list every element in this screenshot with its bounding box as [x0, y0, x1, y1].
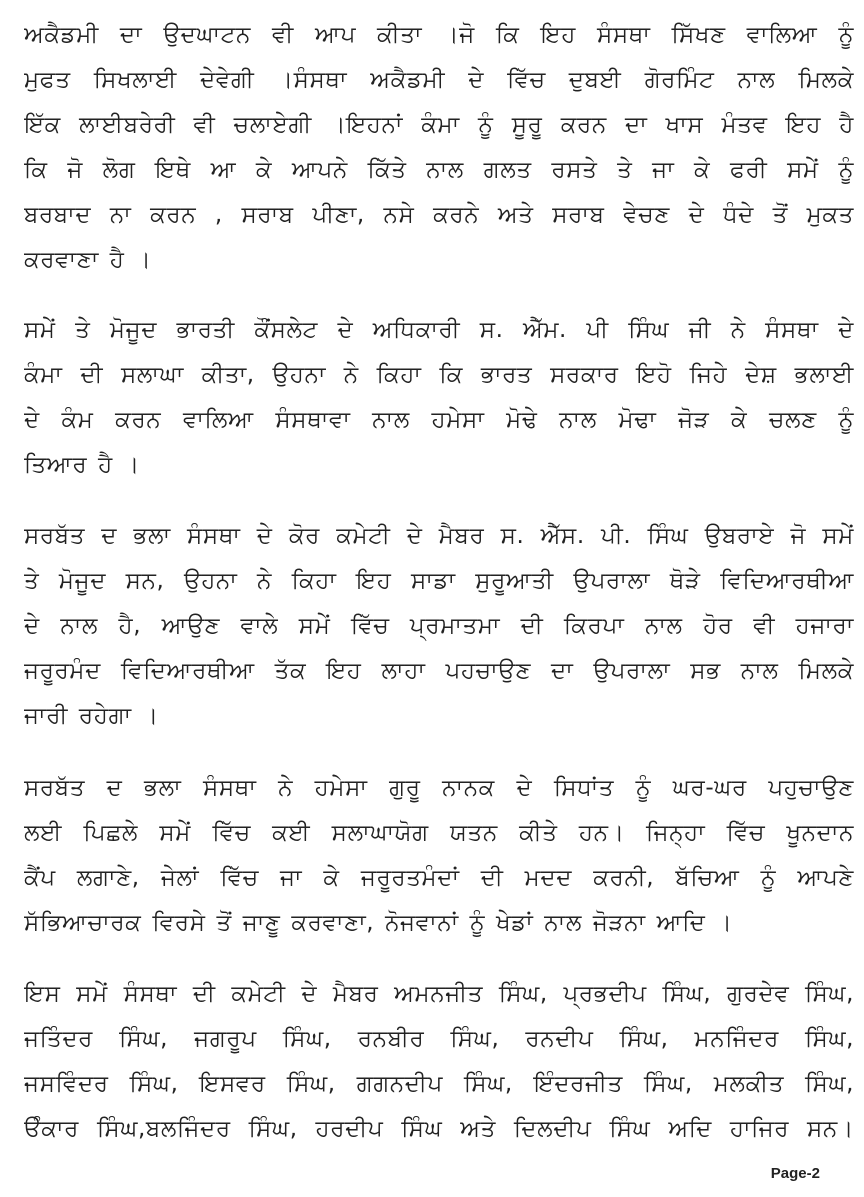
paragraph-consulate — [24, 309, 854, 489]
page-number: Page-2 — [770, 1165, 820, 1182]
text-line: ਜਾਰੀ ਰਹੇਗਾ । — [24, 703, 159, 729]
paragraph-academy — [24, 14, 854, 284]
paragraph-core-committee — [24, 515, 854, 740]
text-line: ਜਤਿੰਦਰ ਸਿੰਘ, ਜਗਰੂਪ ਸਿੰਘ, ਰਨਬੀਰ ਸਿੰਘ, ਰਨਦੀਪ ਸਿੰਘ, ਮਨਜਿੰਦਰ ਸਿੰਘ, — [24, 1026, 854, 1052]
text-line: ਜਰੂਰਮੰਦ ਵਿਦਿਆਰਥੀਆ ਤੱਕ ਇਹ ਲਾਹਾ ਪਹਚਾਉਣ ਦਾ ਉਪਰਾਲਾ ਸਭ ਨਾਲ ਮਿਲਕੇ — [24, 658, 854, 684]
text-line: ਜਸਵਿੰਦਰ ਸਿੰਘ, ਇਸਵਰ ਸਿੰਘ, ਗਗਨਦੀਪ ਸਿੰਘ, ਇੰਦਰਜੀਤ ਸਿੰਘ, ਮਲਕੀਤ ਸਿੰਘ, — [24, 1071, 854, 1097]
text-line: ਦੇ ਨਾਲ ਹੈ, ਆਉਣ ਵਾਲੇ ਸਮੇਂ ਵਿੱਚ ਪ੍ਰਮਾਤਮਾ ਦੀ ਕਿਰਪਾ ਨਾਲ ਹੋਰ ਵੀ ਹਜਾਰਾ — [24, 613, 854, 639]
paragraph-efforts — [24, 767, 854, 947]
text-line: ਸੱਭਿਆਚਾਰਕ ਵਿਰਸੇ ਤੋਂ ਜਾਣੂ ਕਰਵਾਣਾ, ਨੋਜਵਾਨਾਂ ਨੂੰ ਖੇਡਾਂ ਨਾਲ ਜੋੜਨਾ ਆਦਿ । — [24, 910, 733, 936]
text-line: ੳੰਕਾਰ ਸਿੰਘ,ਬਲਜਿੰਦਰ ਸਿੰਘ, ਹਰਦੀਪ ਸਿੰਘ ਅਤੇ ਦਿਲਦੀਪ ਸਿੰਘ ਅਦਿ ਹਾਜਿਰ ਸਨ। — [24, 1116, 854, 1142]
text-line: ਬਰਬਾਦ ਨਾ ਕਰਨ , ਸਰਾਬ ਪੀਣਾ, ਨਸੇ ਕਰਨੇ ਅਤੇ ਸਰਾਬ ਵੇਚਣ ਦੇ ਧੰਦੇ ਤੋਂ ਮੁਕਤ — [24, 202, 854, 228]
text-line: ਦੇ ਕੰਮ ਕਰਨ ਵਾਲਿਆ ਸੰਸਥਾਵਾ ਨਾਲ ਹਮੇਸਾ ਮੋਢੇ ਨਾਲ ਮੋਢਾ ਜੋੜ ਕੇ ਚਲਣ ਨੂੰ — [24, 407, 854, 433]
text-line: ਇੱਕ ਲਾਈਬਰੇਰੀ ਵੀ ਚਲਾਏਗੀ ।ਇਹਨਾਂ ਕੰਮਾ ਨੂੰ ਸੂਰੂ ਕਰਨ ਦਾ ਖਾਸ ਮੰਤਵ ਇਹ ਹੈ — [24, 112, 854, 138]
paragraph-members — [24, 973, 854, 1153]
text-line: ਸਰਬੱਤ ਦ ਭਲਾ ਸੰਸਥਾ ਨੇ ਹਮੇਸਾ ਗੁਰੂ ਨਾਨਕ ਦੇ ਸਿਧਾਂਤ ਨੂੰ ਘਰ-ਘਰ ਪਹੁਚਾਉਣ — [24, 775, 854, 801]
text-line: ਅਕੈਡਮੀ ਦਾ ਉਦਘਾਟਨ ਵੀ ਆਪ ਕੀਤਾ ।ਜੋ ਕਿ ਇਹ ਸੰਸਥਾ ਸਿੱਖਣ ਵਾਲਿਆ ਨੂੰ — [24, 22, 854, 48]
text-line: ਲਈ ਪਿਛਲੇ ਸਮੇਂ ਵਿੱਚ ਕਈ ਸਲਾਘਾਯੋਗ ਯਤਨ ਕੀਤੇ ਹਨ। ਜਿਨ੍ਹਾ ਵਿੱਚ ਖੂਨਦਾਨ — [24, 820, 854, 846]
text-line: ਤਿਆਰ ਹੈ । — [24, 452, 140, 478]
text-line: ਕਰਵਾਣਾ ਹੈ । — [24, 247, 152, 273]
text-line: ਕੈਂਪ ਲਗਾਣੇ, ਜੇਲਾਂ ਵਿੱਚ ਜਾ ਕੇ ਜਰੂਰਤਮੰਦਾਂ ਦੀ ਮਦਦ ਕਰਨੀ, ਬੱਚਿਆ ਨੂੰ ਆਪਣੇ — [24, 865, 854, 891]
text-line: ਸਮੇਂ ਤੇ ਮੋਜੂਦ ਭਾਰਤੀ ਕੌਂਸਲੇਟ ਦੇ ਅਧਿਕਾਰੀ ਸ. ਐੱਮ. ਪੀ ਸਿੰਘ ਜੀ ਨੇ ਸੰਸਥਾ ਦੇ — [24, 317, 854, 343]
text-line: ਕਿ ਜੋ ਲੋਗ ਇਥੇ ਆ ਕੇ ਆਪਨੇ ਕਿੱਤੇ ਨਾਲ ਗਲਤ ਰਸਤੇ ਤੇ ਜਾ ਕੇ ਫਰੀ ਸਮੇਂ ਨੂੰ — [24, 157, 854, 183]
text-line: ਸਰਬੱਤ ਦ ਭਲਾ ਸੰਸਥਾ ਦੇ ਕੋਰ ਕਮੇਟੀ ਦੇ ਮੈਬਰ ਸ. ਐੱਸ. ਪੀ. ਸਿੰਘ ਉਬਰਾਏ ਜੋ ਸਮੇਂ — [24, 523, 854, 549]
text-line: ਕੰਮਾ ਦੀ ਸਲਾਘਾ ਕੀਤਾ, ਉਹਨਾ ਨੇ ਕਿਹਾ ਕਿ ਭਾਰਤ ਸਰਕਾਰ ਇਹੋ ਜਿਹੇ ਦੇਸ਼ ਭਲਾਈ — [24, 362, 854, 388]
text-line: ਇਸ ਸਮੇਂ ਸੰਸਥਾ ਦੀ ਕਮੇਟੀ ਦੇ ਮੈਬਰ ਅਮਨਜੀਤ ਸਿੰਘ, ਪ੍ਰਭਦੀਪ ਸਿੰਘ, ਗੁਰਦੇਵ ਸਿੰਘ, — [24, 981, 854, 1007]
text-line: ਮੁਫਤ ਸਿਖਲਾਈ ਦੇਵੇਗੀ ।ਸੰਸਥਾ ਅਕੈਡਮੀ ਦੇ ਵਿੱਚ ਦੁਬਈ ਗੋਰਮਿੰਟ ਨਾਲ ਮਿਲਕੇ — [24, 67, 854, 93]
text-line: ਤੇ ਮੋਜੂਦ ਸਨ, ਉਹਨਾ ਨੇ ਕਿਹਾ ਇਹ ਸਾਡਾ ਸੁਰੂਆਤੀ ਉਪਰਾਲਾ ਥੋੜੇ ਵਿਦਿਆਰਥੀਆ — [24, 568, 854, 594]
